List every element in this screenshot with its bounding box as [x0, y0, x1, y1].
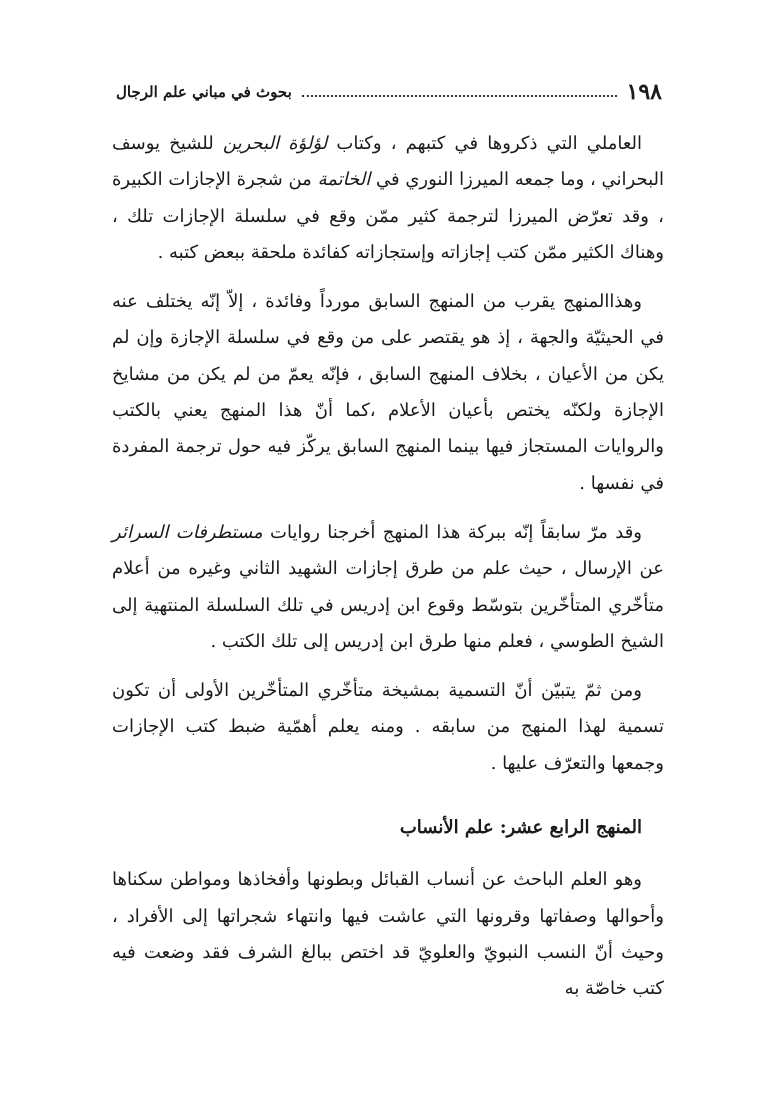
paragraph-1-part-3: من شجرة الإجازات الكبيرة ، وقد تعرّض الميرزا لترجمة كثير ممّن وقع في سلسلة الإجازات تلك ، وهناك الكثير ممّن كتب إجازاته وإستجازاته كفائدة ملحقة ببعض كتبه . — [112, 169, 664, 263]
paragraph-3 — [112, 515, 664, 660]
paragraph-3-part-1: وقد مرّ سابقاً إنّه ببركة هذا المنهج أخرجنا روايات — [262, 521, 642, 543]
section-heading: المنهج الرابع عشر: علم الأنساب — [399, 817, 642, 839]
page-body — [112, 126, 664, 1021]
book-title-al-khatima: الخاتمة — [317, 169, 371, 191]
header-dotted-leader — [302, 95, 617, 97]
paragraph-2: وهذاالمنهج يقرب من المنهج السابق مورداً وفائدة ، إلاّ إنّه يختلف عنه في الحيثيّة والجهة ، إذ هو يقتصر على من وقع في سلسلة الإجازة وإن لم يكن من الأعيان ، بخلاف المنهج السابق ، فإنّه يعمّ من لم يكن من مشايخ الإجازة ولكنّه يختص بأعيان الأعلام ،كما أنّ هذا المنهج يعني بالكتب والروايات المستجاز فيها بينما المنهج السابق يركّز فيه حول ترجمة المفردة في نفسها . — [112, 291, 664, 494]
page-number: ١٩٨ — [626, 79, 662, 105]
paragraph-1 — [112, 126, 664, 271]
book-title-mustatrafat-al-sarair: مستطرفات السرائر — [112, 521, 263, 543]
section-paragraph: وهو العلم الباحث عن أنساب القبائل وبطونها وأفخاذها ومواطن سكناها وأحوالها وصفاتها وقرونها التي عاشت فيها وانتهاء شجراتها إلى الأفراد ، وحيث أنّ النسب النبويّ والعلويّ قد اختص ببالغ الشرف فقد وضعت فيه كتب خاصّة به — [112, 869, 665, 1000]
book-title-lulu-al-bahrain: لؤلؤة البحرين — [222, 133, 328, 154]
running-title: بحوث في مباني علم الرجال — [116, 83, 292, 101]
paragraph-4: ومن ثمّ يتبيّن أنّ التسمية بمشيخة متأخّري المتأخّرين الأولى أن تكون تسمية لهذا المنهج من سابقه . ومنه يعلم أهمّية ضبط كتب الإجازات وجمعها والتعرّف عليها . — [112, 680, 664, 774]
paragraph-3-part-2: عن الإرسال ، حيث علم من طرق إجازات الشهيد الثاني وغيره من أعلام متأخّري المتأخّرين بتوسّط وقوع ابن إدريس في تلك السلسلة المنتهية إلى الشيخ الطوسي ، فعلم منها طرق ابن إدريس إلى تلك الكتب . — [112, 558, 664, 652]
paragraph-1-part-2: للشيخ يوسف البحراني ، وما جمعه الميرزا النوري في — [112, 133, 664, 191]
running-header — [116, 78, 662, 106]
paragraph-1-part-1: العاملي التي ذكروها في كتبهم ، وكتاب — [327, 133, 642, 154]
